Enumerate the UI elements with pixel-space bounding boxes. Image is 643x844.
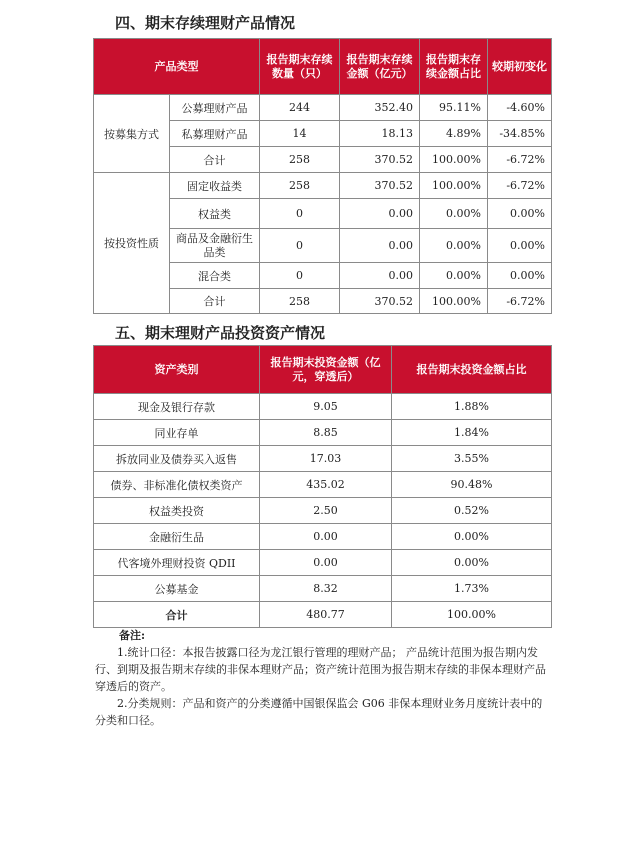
asset-amount: 0.00	[260, 524, 392, 550]
header-asset-type: 资产类别	[94, 346, 260, 394]
table-row	[94, 524, 552, 550]
asset-label: 同业存单	[94, 420, 260, 446]
asset-share: 1.84%	[392, 420, 552, 446]
cell-change: -6.72%	[488, 173, 552, 199]
cell-share: 100.00%	[420, 289, 488, 314]
cell-amount: 370.52	[340, 147, 420, 173]
table-row	[94, 394, 552, 420]
cell-amount: 18.13	[340, 121, 420, 147]
notes	[95, 627, 551, 729]
asset-amount: 17.03	[260, 446, 392, 472]
cell-change: 0.00%	[488, 229, 552, 263]
cell-change: -6.72%	[488, 147, 552, 173]
notes-title: 备注:	[119, 629, 146, 642]
cell-count: 258	[260, 289, 340, 314]
asset-share: 3.55%	[392, 446, 552, 472]
asset-label: 权益类投资	[94, 498, 260, 524]
cell-share: 4.89%	[420, 121, 488, 147]
cell-amount: 0.00	[340, 229, 420, 263]
cell-count: 258	[260, 147, 340, 173]
asset-label: 公募基金	[94, 576, 260, 602]
cell-count: 0	[260, 199, 340, 229]
cell-amount: 0.00	[340, 263, 420, 289]
table-row	[94, 498, 552, 524]
cell-count: 0	[260, 263, 340, 289]
cell-amount: 370.52	[340, 289, 420, 314]
cell-share: 95.11%	[420, 95, 488, 121]
header-change: 较期初变化	[488, 39, 552, 95]
asset-amount: 435.02	[260, 472, 392, 498]
header-invest-share: 报告期末投资金额占比	[392, 346, 552, 394]
asset-share: 0.00%	[392, 550, 552, 576]
asset-label: 债券、非标准化债权类资产	[94, 472, 260, 498]
table-row	[94, 446, 552, 472]
table-row	[94, 173, 552, 199]
row-label: 合计	[170, 147, 260, 173]
table-row	[94, 576, 552, 602]
asset-label: 代客境外理财投资 QDII	[94, 550, 260, 576]
cell-change: -4.60%	[488, 95, 552, 121]
asset-share: 90.48%	[392, 472, 552, 498]
table-row	[94, 550, 552, 576]
row-label: 私募理财产品	[170, 121, 260, 147]
cell-count: 14	[260, 121, 340, 147]
table-row	[94, 472, 552, 498]
asset-amount: 8.32	[260, 576, 392, 602]
cell-share: 0.00%	[420, 263, 488, 289]
section5-title: 五、期末理财产品投资资产情况	[115, 324, 326, 342]
cell-share: 100.00%	[420, 147, 488, 173]
cell-change: 0.00%	[488, 263, 552, 289]
header-share: 报告期末存续金额占比	[420, 39, 488, 95]
header-invest-amount: 报告期末投资金额（亿元，穿透后）	[260, 346, 392, 394]
cell-share: 0.00%	[420, 229, 488, 263]
asset-share: 1.73%	[392, 576, 552, 602]
asset-amount: 9.05	[260, 394, 392, 420]
asset-amount: 2.50	[260, 498, 392, 524]
asset-amount: 0.00	[260, 550, 392, 576]
cell-change: -6.72%	[488, 289, 552, 314]
asset-table	[93, 345, 552, 628]
cell-share: 0.00%	[420, 199, 488, 229]
table-row	[94, 95, 552, 121]
cell-count: 258	[260, 173, 340, 199]
group-label: 按募集方式	[94, 95, 170, 173]
product-table	[93, 38, 552, 314]
cell-share: 100.00%	[420, 173, 488, 199]
note-1: 1.统计口径：本报告披露口径为龙江银行管理的理财产品； 产品统计范围为报告期内发行、到期及报告期末存续的非保本理财产品；资产统计范围为报告期末存续的非保本理财产品穿透后的资产。	[95, 646, 546, 693]
cell-amount: 352.40	[340, 95, 420, 121]
row-label: 合计	[170, 289, 260, 314]
asset-label: 现金及银行存款	[94, 394, 260, 420]
cell-amount: 0.00	[340, 199, 420, 229]
row-label: 公募理财产品	[170, 95, 260, 121]
asset-label: 拆放同业及债券买入返售	[94, 446, 260, 472]
table-row	[94, 420, 552, 446]
cell-change: 0.00%	[488, 199, 552, 229]
header-amount: 报告期末存续金额（亿元）	[340, 39, 420, 95]
asset-total-share: 100.00%	[392, 602, 552, 628]
cell-amount: 370.52	[340, 173, 420, 199]
asset-share: 1.88%	[392, 394, 552, 420]
row-label: 商品及金融衍生品类	[170, 229, 260, 263]
asset-label: 金融衍生品	[94, 524, 260, 550]
cell-count: 0	[260, 229, 340, 263]
row-label: 固定收益类	[170, 173, 260, 199]
cell-count: 244	[260, 95, 340, 121]
table-row-total	[94, 602, 552, 628]
asset-amount: 8.85	[260, 420, 392, 446]
note-2: 2.分类规则：产品和资产的分类遵循中国银保监会 G06 非保本理财业务月度统计表中的分类和口径。	[95, 697, 543, 727]
group-label: 按投资性质	[94, 173, 170, 314]
asset-total-label: 合计	[94, 602, 260, 628]
asset-total-amount: 480.77	[260, 602, 392, 628]
row-label: 混合类	[170, 263, 260, 289]
cell-change: -34.85%	[488, 121, 552, 147]
asset-share: 0.00%	[392, 524, 552, 550]
section4-title: 四、期末存续理财产品情况	[115, 14, 296, 32]
header-count: 报告期末存续数量（只）	[260, 39, 340, 95]
row-label: 权益类	[170, 199, 260, 229]
header-product-type: 产品类型	[94, 39, 260, 95]
asset-share: 0.52%	[392, 498, 552, 524]
